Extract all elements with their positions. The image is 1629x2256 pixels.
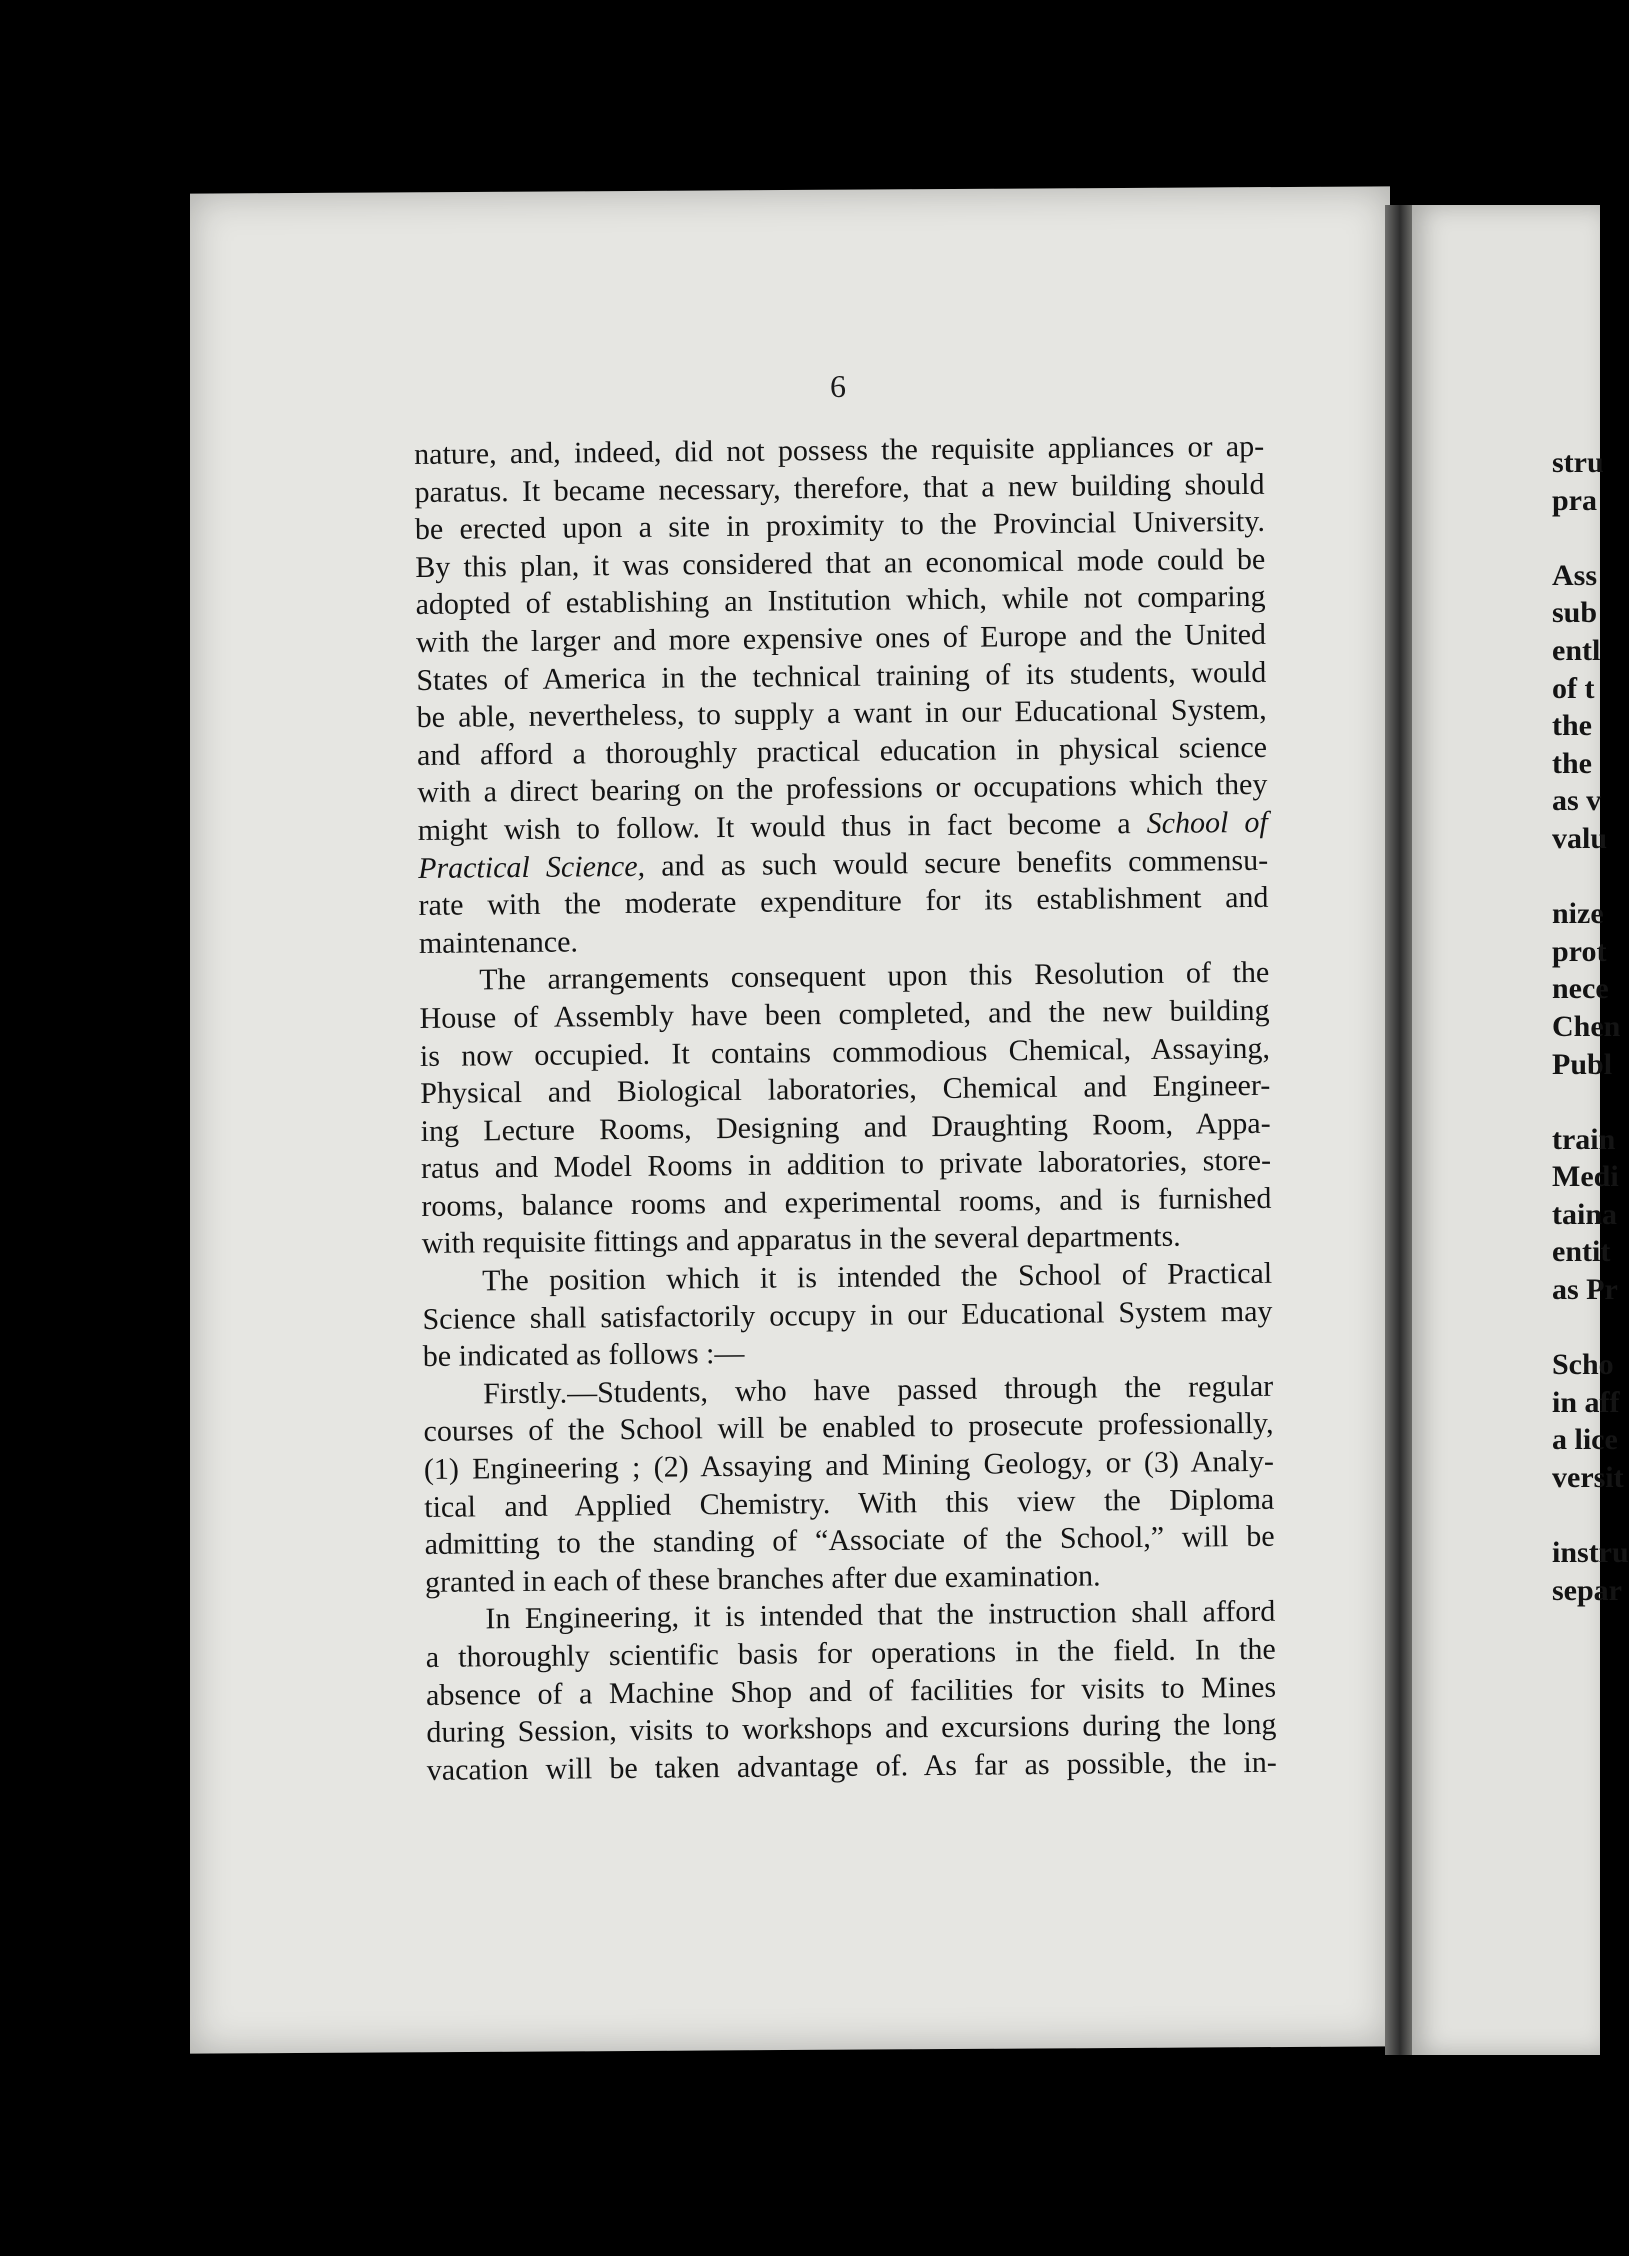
text-line-content: ratus and Model Rooms in addition to private laboratories, store- bbox=[420, 1144, 1272, 1186]
right-page-fragment: as Pr bbox=[1552, 1273, 1618, 1307]
text-line-content: By this plan, it was considered that an economical mode could be bbox=[415, 542, 1266, 584]
text-line-content: maintenance. bbox=[418, 925, 579, 960]
text-line-content: courses of the School will be enabled to prosecute professionally, bbox=[423, 1407, 1274, 1449]
right-page-text-fragments bbox=[1552, 444, 1629, 1609]
text-line-content: ing Lecture Rooms, Designing and Draughting Room, Appa- bbox=[420, 1106, 1271, 1148]
text-line-content: might wish to follow. It would thus in fact become a bbox=[417, 807, 1131, 847]
text-line-content: with a direct bearing on the professions or occupations which they bbox=[417, 768, 1268, 810]
right-page-fragment: Medi bbox=[1552, 1160, 1619, 1194]
body-text bbox=[414, 428, 1277, 1789]
text-line-content: Physical and Biological laboratories, Chemical and Engineer- bbox=[420, 1068, 1271, 1111]
right-page-fragment: taina bbox=[1552, 1197, 1618, 1231]
right-page-fragment: separ bbox=[1552, 1573, 1622, 1607]
text-line-content: admitting to the standing of “Associate of the School,” will be bbox=[424, 1520, 1275, 1562]
italic-phrase: Practical Science, bbox=[417, 849, 646, 885]
right-page-fragment: pra bbox=[1552, 483, 1597, 517]
right-page-fragment: Publ bbox=[1552, 1047, 1613, 1081]
right-page-fragment bbox=[1552, 1083, 1600, 1121]
text-line-content: vacation will be taken advantage of. As far as possible, the in- bbox=[426, 1745, 1277, 1787]
text-line-content: Science shall satisfactorily occupy in our Educational System may bbox=[422, 1294, 1273, 1336]
right-page-fragment: the bbox=[1552, 709, 1592, 743]
text-line-content: adopted of establishing an Institution which, while not comparing bbox=[415, 580, 1266, 622]
right-page-fragment: the bbox=[1552, 746, 1592, 780]
right-page-fragment: sub bbox=[1552, 596, 1598, 630]
right-page-fragment: entit bbox=[1552, 1235, 1611, 1269]
right-page-fragment bbox=[1552, 858, 1600, 896]
right-page-fragment bbox=[1552, 1309, 1600, 1347]
text-line-content: with the larger and more expensive ones of Europe and the United bbox=[415, 617, 1267, 659]
text-line-content: is now occupied. It contains commodious Chemical, Assaying, bbox=[419, 1031, 1271, 1073]
italic-phrase: School of bbox=[1146, 805, 1268, 840]
page-number: 6 bbox=[830, 368, 846, 404]
right-page-fragment: nece bbox=[1552, 972, 1609, 1006]
right-page-fragment: Chen bbox=[1552, 1009, 1621, 1043]
right-page-fragment: versit bbox=[1552, 1461, 1624, 1495]
text-line-content: tical and Applied Chemistry. With this view the Diploma bbox=[424, 1482, 1275, 1524]
text-line-content: In Engineering, it is intended that the instruction shall afford bbox=[485, 1595, 1276, 1636]
text-line-content: nature, and, indeed, did not possess the requisite appliances or ap- bbox=[414, 429, 1265, 471]
right-page-fragment bbox=[1552, 1497, 1600, 1535]
right-page-fragment: train bbox=[1552, 1122, 1616, 1156]
text-line-content: House of Assembly have been completed, and the new building bbox=[419, 993, 1270, 1035]
book-gutter bbox=[1385, 205, 1415, 2055]
right-page-fragment bbox=[1552, 519, 1600, 557]
right-page-fragment: stru bbox=[1552, 446, 1604, 479]
text-line-content: Firstly.—Students, who have passed through the regular bbox=[483, 1369, 1274, 1411]
right-page-fragment: in aff bbox=[1552, 1385, 1620, 1419]
text-line-content: granted in each of these branches after due examination. bbox=[424, 1559, 1101, 1599]
text-line-content: The arrangements consequent upon this Resolution of the bbox=[479, 956, 1270, 997]
right-page-fragment: valu bbox=[1552, 821, 1608, 855]
text-line-content: paratus. It became necessary, therefore, that a new building should bbox=[414, 467, 1265, 509]
text-line-content: be able, nevertheless, to supply a want in our Educational System, bbox=[416, 692, 1267, 735]
right-page-fragment: as v bbox=[1552, 784, 1602, 818]
right-page-fragment: Scho bbox=[1552, 1348, 1614, 1382]
text-line-content: be erected upon a site in proximity to the Provincial University. bbox=[414, 505, 1266, 547]
text-line-content: rate with the moderate expenditure for its establishment and bbox=[418, 880, 1269, 923]
right-page-fragment: instru bbox=[1552, 1536, 1629, 1570]
text-line-content: be indicated as follows :— bbox=[422, 1337, 745, 1374]
right-page-fragment: of t bbox=[1552, 671, 1595, 705]
right-page-fragment: entl bbox=[1552, 633, 1601, 667]
text-line-content: and as such would secure benefits commensu- bbox=[644, 843, 1269, 883]
text-line-content: The position which it is intended the School of Practical bbox=[481, 1256, 1273, 1298]
right-page-fragment: prot bbox=[1552, 934, 1607, 968]
text-line-content: during Session, visits to workshops and excursions during the long bbox=[426, 1707, 1277, 1750]
right-page-fragment: Ass bbox=[1552, 558, 1598, 592]
text-line-content: with requisite fittings and apparatus in the several departments. bbox=[421, 1220, 1181, 1261]
text-line-content: States of America in the technical training of its students, would bbox=[416, 655, 1267, 697]
text-line-content: and afford a thoroughly practical education in physical science bbox=[416, 730, 1268, 772]
right-page-fragment: nize bbox=[1552, 897, 1604, 931]
text-line-content: rooms, balance rooms and experimental rooms, and is furnished bbox=[421, 1181, 1272, 1223]
text-line-content: (1) Engineering ; (2) Assaying and Mining Geology, or (3) Analy- bbox=[423, 1444, 1275, 1486]
right-page-fragment: a lice bbox=[1552, 1423, 1618, 1457]
text-line-content: absence of a Machine Shop and of facilities for visits to Mines bbox=[425, 1670, 1277, 1712]
text-line-content: a thoroughly scientific basis for operations in the field. In the bbox=[425, 1632, 1276, 1674]
